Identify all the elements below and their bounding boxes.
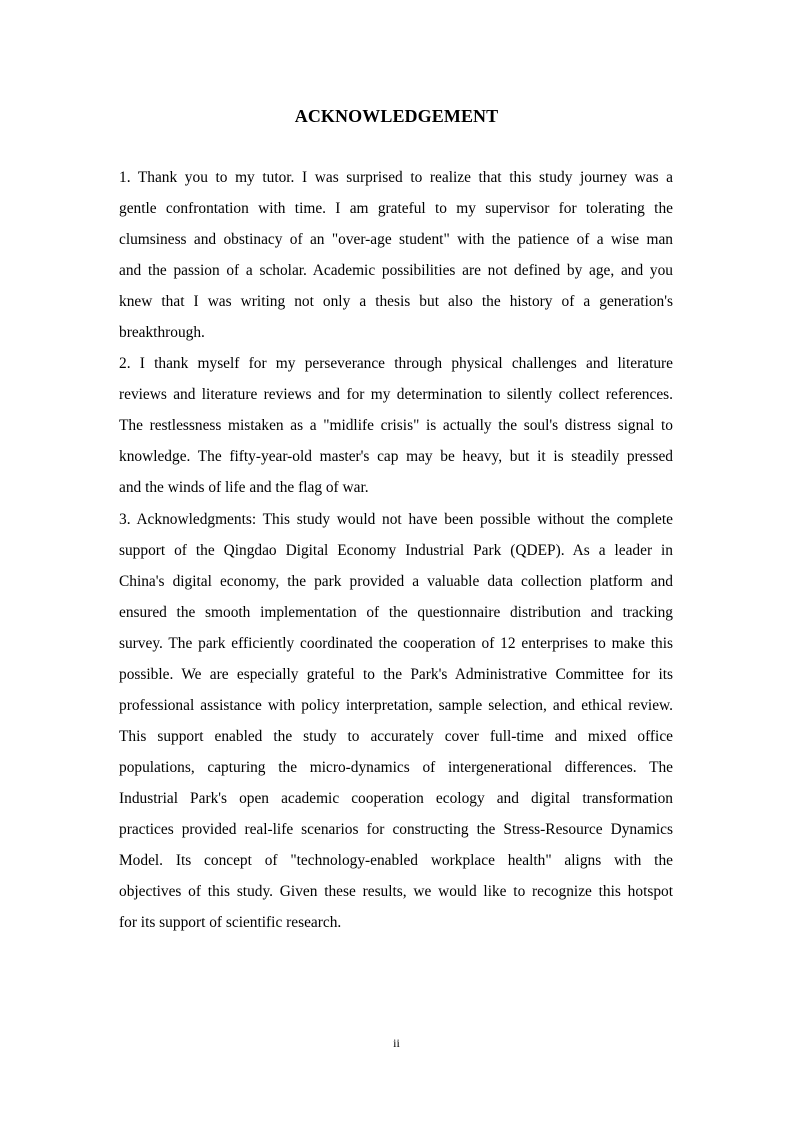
text-line: This support enabled the study to accurately cover full-time and mixed office: [119, 727, 673, 745]
text-line: Model. Its concept of "technology-enabled workplace health" aligns with the: [119, 852, 673, 870]
text-line: professional assistance with policy interpretation, sample selection, and ethical review.: [119, 696, 673, 714]
text-line: Industrial Park's open academic cooperation ecology and digital transformation: [119, 789, 673, 807]
text-line: for its support of scientific research.: [119, 914, 342, 932]
paragraph-2: [119, 348, 673, 503]
text-line: survey. The park efficiently coordinated the cooperation of 12 enterprises to make this: [119, 634, 673, 652]
acknowledgement-body: [119, 162, 673, 938]
text-line: support of the Qingdao Digital Economy Industrial Park (QDEP). As a leader in: [119, 541, 673, 559]
text-line: The restlessness mistaken as a "midlife crisis" is actually the soul's distress signal to: [119, 417, 673, 435]
text-line: ensured the smooth implementation of the questionnaire distribution and tracking: [119, 603, 673, 621]
text-line: and the winds of life and the flag of war.: [119, 479, 369, 497]
text-line: and the passion of a scholar. Academic possibilities are not defined by age, and you: [119, 262, 673, 280]
text-line: reviews and literature reviews and for my determination to silently collect references.: [119, 386, 673, 404]
text-line: 1. Thank you to my tutor. I was surprised to realize that this study journey was a: [119, 169, 673, 186]
text-line: 3. Acknowledgments: This study would not have been possible without the complete: [119, 510, 673, 528]
text-line: knowledge. The fifty-year-old master's cap may be heavy, but it is steadily pressed: [119, 448, 673, 466]
text-line: knew that I was writing not only a thesis but also the history of a generation's: [119, 293, 673, 311]
text-line: breakthrough.: [119, 324, 205, 342]
text-line: clumsiness and obstinacy of an "over-age student" with the patience of a wise man: [119, 231, 673, 249]
text-line: China's digital economy, the park provided a valuable data collection platform and: [119, 572, 673, 590]
text-line: gentle confrontation with time. I am grateful to my supervisor for tolerating the: [119, 200, 673, 218]
text-line: 2. I thank myself for my perseverance through physical challenges and literature: [119, 355, 673, 373]
text-line: objectives of this study. Given these results, we would like to recognize this hotspot: [119, 883, 673, 901]
page-title: ACKNOWLEDGEMENT: [294, 106, 499, 126]
text-line: populations, capturing the micro-dynamics of intergenerational differences. The: [119, 758, 673, 776]
page-number: ii: [393, 1036, 400, 1050]
paragraph-3: [119, 504, 673, 939]
text-line: possible. We are especially grateful to the Park's Administrative Committee for its: [119, 665, 673, 683]
paragraph-1: [119, 162, 673, 348]
text-line: practices provided real-life scenarios for constructing the Stress-Resource Dynamics: [119, 820, 673, 838]
